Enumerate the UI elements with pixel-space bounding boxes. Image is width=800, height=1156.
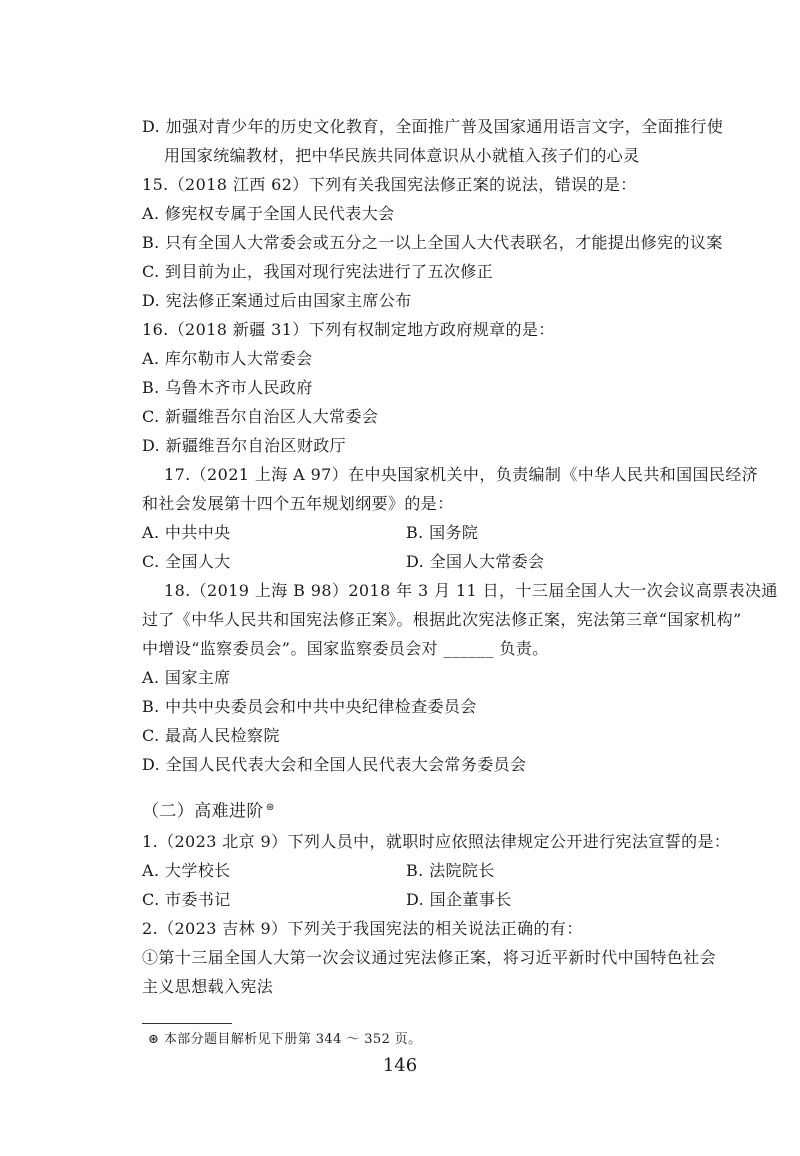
option-b: B. 法院院长 — [406, 861, 495, 880]
option-b: B. 国务院 — [406, 523, 479, 542]
footnote: ⊛ 本部分题目解析见下册第 344 ～ 352 页。 — [148, 1032, 422, 1047]
option-b: B. 只有全国人大常委会或五分之一以上全国人大代表联名，才能提出修宪的议案 — [142, 233, 723, 252]
text-line: 用国家统编教材，把中华民族共同体意识从小就植入孩子们的心灵 — [164, 146, 640, 165]
option-a: A. 中共中央 — [142, 523, 231, 542]
option-c: C. 市委书记 — [142, 890, 231, 909]
question-17: 17.（2021 上海 A 97）在中央国家机关中，负责编制《中华人民共和国国民经济 — [164, 465, 759, 484]
question-2: 2.（2023 吉林 9）下列关于我国宪法的相关说法正确的有： — [142, 919, 583, 938]
option-c: C. 最高人民检察院 — [142, 726, 280, 745]
question-1: 1.（2023 北京 9）下列人员中，就职时应依照法律规定公开进行宪法宣誓的是： — [142, 832, 731, 851]
option-b: B. 中共中央委员会和中共中央纪律检查委员会 — [142, 697, 477, 716]
option-d: D. 全国人民代表大会和全国人民代表大会常务委员会 — [142, 755, 527, 774]
text-line: 过了《中华人民共和国宪法修正案》。根据此次宪法修正案，宪法第三章“国家机构” — [142, 610, 742, 629]
option-d: D. 宪法修正案通过后由国家主席公布 — [142, 291, 412, 310]
option-a: A. 大学校长 — [142, 861, 231, 880]
option-d: D. 新疆维吾尔自治区财政厅 — [142, 436, 347, 455]
question-18: 18.（2019 上海 B 98）2018 年 3 月 11 日，十三届全国人大一次会议高票表决通 — [164, 581, 778, 600]
text-line: 和社会发展第十四个五年规划纲要》的是： — [142, 494, 454, 513]
section-heading — [142, 798, 275, 822]
text-line: D. 加强对青少年的历史文化教育，全面推广普及国家通用语言文字，全面推行使 — [142, 117, 724, 136]
option-b: B. 乌鲁木齐市人民政府 — [142, 378, 313, 397]
statement-1: ①第十三届全国人大第一次会议通过宪法修正案，将习近平新时代中国特色社会 — [142, 948, 717, 967]
option-c: C. 到目前为止，我国对现行宪法进行了五次修正 — [142, 262, 494, 281]
question-15: 15.（2018 江西 62）下列有关我国宪法修正案的说法，错误的是： — [142, 175, 637, 194]
option-d: D. 国企董事长 — [406, 890, 512, 909]
footnote-mark: ⊛ — [265, 802, 275, 813]
section-heading-text: （二）高难进阶 — [142, 801, 264, 822]
text-line: 中增设“监察委员会”。国家监察委员会对 ______ 负责。 — [142, 639, 549, 658]
footnote-divider — [142, 1023, 232, 1024]
option-a: A. 修宪权专属于全国人民代表大会 — [142, 204, 395, 223]
option-c: C. 全国人大 — [142, 552, 231, 571]
question-16: 16.（2018 新疆 31）下列有权制定地方政府规章的是： — [142, 320, 555, 339]
option-a: A. 国家主席 — [142, 668, 231, 687]
option-c: C. 新疆维吾尔自治区人大常委会 — [142, 407, 379, 426]
option-d: D. 全国人大常委会 — [406, 552, 545, 571]
text-line: 主义思想载入宪法 — [142, 977, 274, 996]
page-number: 146 — [382, 1055, 418, 1076]
option-a: A. 库尔勒市人大常委会 — [142, 349, 313, 368]
